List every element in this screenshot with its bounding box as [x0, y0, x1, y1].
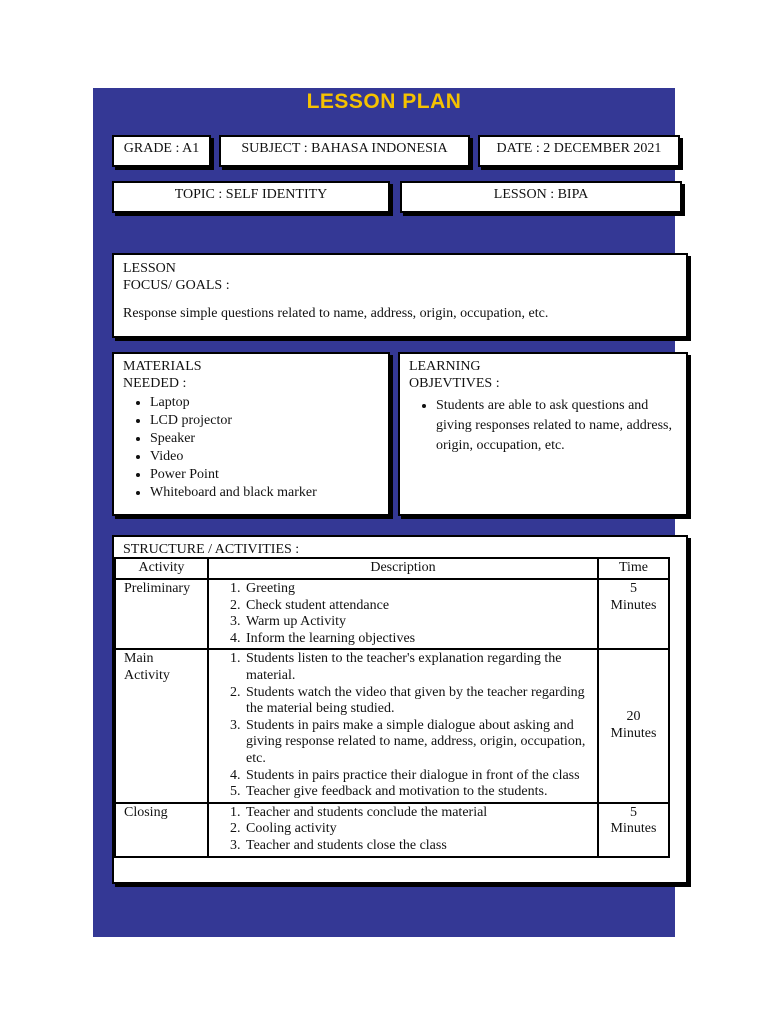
- column-header-activity: Activity: [115, 558, 208, 579]
- time-cell: [598, 579, 669, 649]
- activity-cell: Preliminary: [115, 579, 208, 649]
- lesson-box: [400, 181, 682, 213]
- grade-text: GRADE : A1: [123, 141, 200, 156]
- activity-line2: Activity: [124, 667, 170, 683]
- topic-box: [112, 181, 390, 213]
- date-text: DATE : 2 DECEMBER 2021: [496, 141, 662, 156]
- list-item: • Speaker: [150, 430, 388, 448]
- description-list: [209, 581, 593, 647]
- time-unit: Minutes: [610, 597, 657, 613]
- column-header-description: Description: [208, 558, 598, 579]
- time-cell: [598, 803, 669, 857]
- table-row: [115, 649, 669, 802]
- time-unit: Minutes: [610, 726, 657, 742]
- time-cell: [598, 649, 669, 802]
- list-item: • Power Point: [150, 466, 388, 484]
- list-item: 2. Cooling activity: [244, 821, 593, 838]
- table-row: [115, 803, 669, 857]
- objectives-label-line2: OBJEVTIVES :: [409, 376, 500, 391]
- list-item: • LCD projector: [150, 412, 388, 430]
- list-item: 3. Warm up Activity: [244, 614, 593, 631]
- list-item: • Whiteboard and black marker: [150, 484, 388, 502]
- subject-text: SUBJECT : BAHASA INDONESIA: [241, 141, 448, 156]
- description-cell: [208, 579, 598, 649]
- list-item: 1. Students listen to the teacher's explanation regarding the material.: [244, 651, 593, 684]
- table-row: [115, 579, 669, 649]
- focus-box: [112, 253, 688, 338]
- date-box: [478, 135, 680, 167]
- materials-list: [123, 394, 388, 502]
- table-header-row: [115, 558, 669, 579]
- focus-label-line1: LESSON: [123, 261, 176, 276]
- subject-box: [219, 135, 470, 167]
- activity-cell: Closing: [115, 803, 208, 857]
- list-item: 2. Check student attendance: [244, 598, 593, 615]
- list-item: 1. Greeting: [244, 581, 593, 598]
- list-item: 3. Students in pairs make a simple dialogue about asking and giving response related to name, address, origin, occupation, etc.: [244, 718, 593, 768]
- page-title: LESSON PLAN: [306, 90, 462, 113]
- materials-label-line2: NEEDED :: [123, 376, 187, 391]
- time-value: 5: [630, 581, 637, 596]
- list-item: 5. Teacher give feedback and motivation to the students.: [244, 784, 593, 801]
- list-item: 2. Students watch the video that given by the teacher regarding the material being studied.: [244, 685, 593, 718]
- column-header-time: Time: [598, 558, 669, 579]
- list-item: • Students are able to ask questions and giving responses related to name, address, origin, occupation, etc.: [436, 396, 676, 456]
- activities-table: [114, 557, 670, 858]
- list-item: 4. Inform the learning objectives: [244, 631, 593, 648]
- objectives-box: [398, 352, 688, 516]
- focus-label-line2: FOCUS/ GOALS :: [123, 278, 230, 293]
- time-value: 5: [630, 804, 637, 820]
- list-item: • Video: [150, 448, 388, 466]
- objectives-list: [409, 396, 676, 456]
- topic-text: TOPIC : SELF IDENTITY: [174, 187, 328, 202]
- description-list: [209, 805, 593, 855]
- description-cell: [208, 803, 598, 857]
- materials-label-line1: MATERIALS: [123, 359, 202, 374]
- lesson-text: LESSON : BIPA: [493, 187, 589, 202]
- list-item: 4. Students in pairs practice their dialogue in front of the class: [244, 768, 593, 785]
- list-item: • Laptop: [150, 394, 388, 412]
- description-list: [209, 651, 593, 800]
- activity-cell: [115, 649, 208, 802]
- focus-text: Response simple questions related to name, address, origin, occupation, etc.: [123, 306, 549, 321]
- materials-box: [112, 352, 390, 516]
- time-value: 20: [626, 709, 641, 725]
- activity-line1: Main: [124, 651, 154, 667]
- grade-box: [112, 135, 211, 167]
- list-item: 3. Teacher and students close the class: [244, 838, 593, 855]
- objectives-label-line1: LEARNING: [409, 359, 481, 374]
- description-cell: [208, 649, 598, 802]
- time-unit: Minutes: [610, 821, 657, 837]
- list-item: 1. Teacher and students conclude the material: [244, 805, 593, 822]
- structure-label: STRUCTURE / ACTIVITIES :: [123, 542, 300, 557]
